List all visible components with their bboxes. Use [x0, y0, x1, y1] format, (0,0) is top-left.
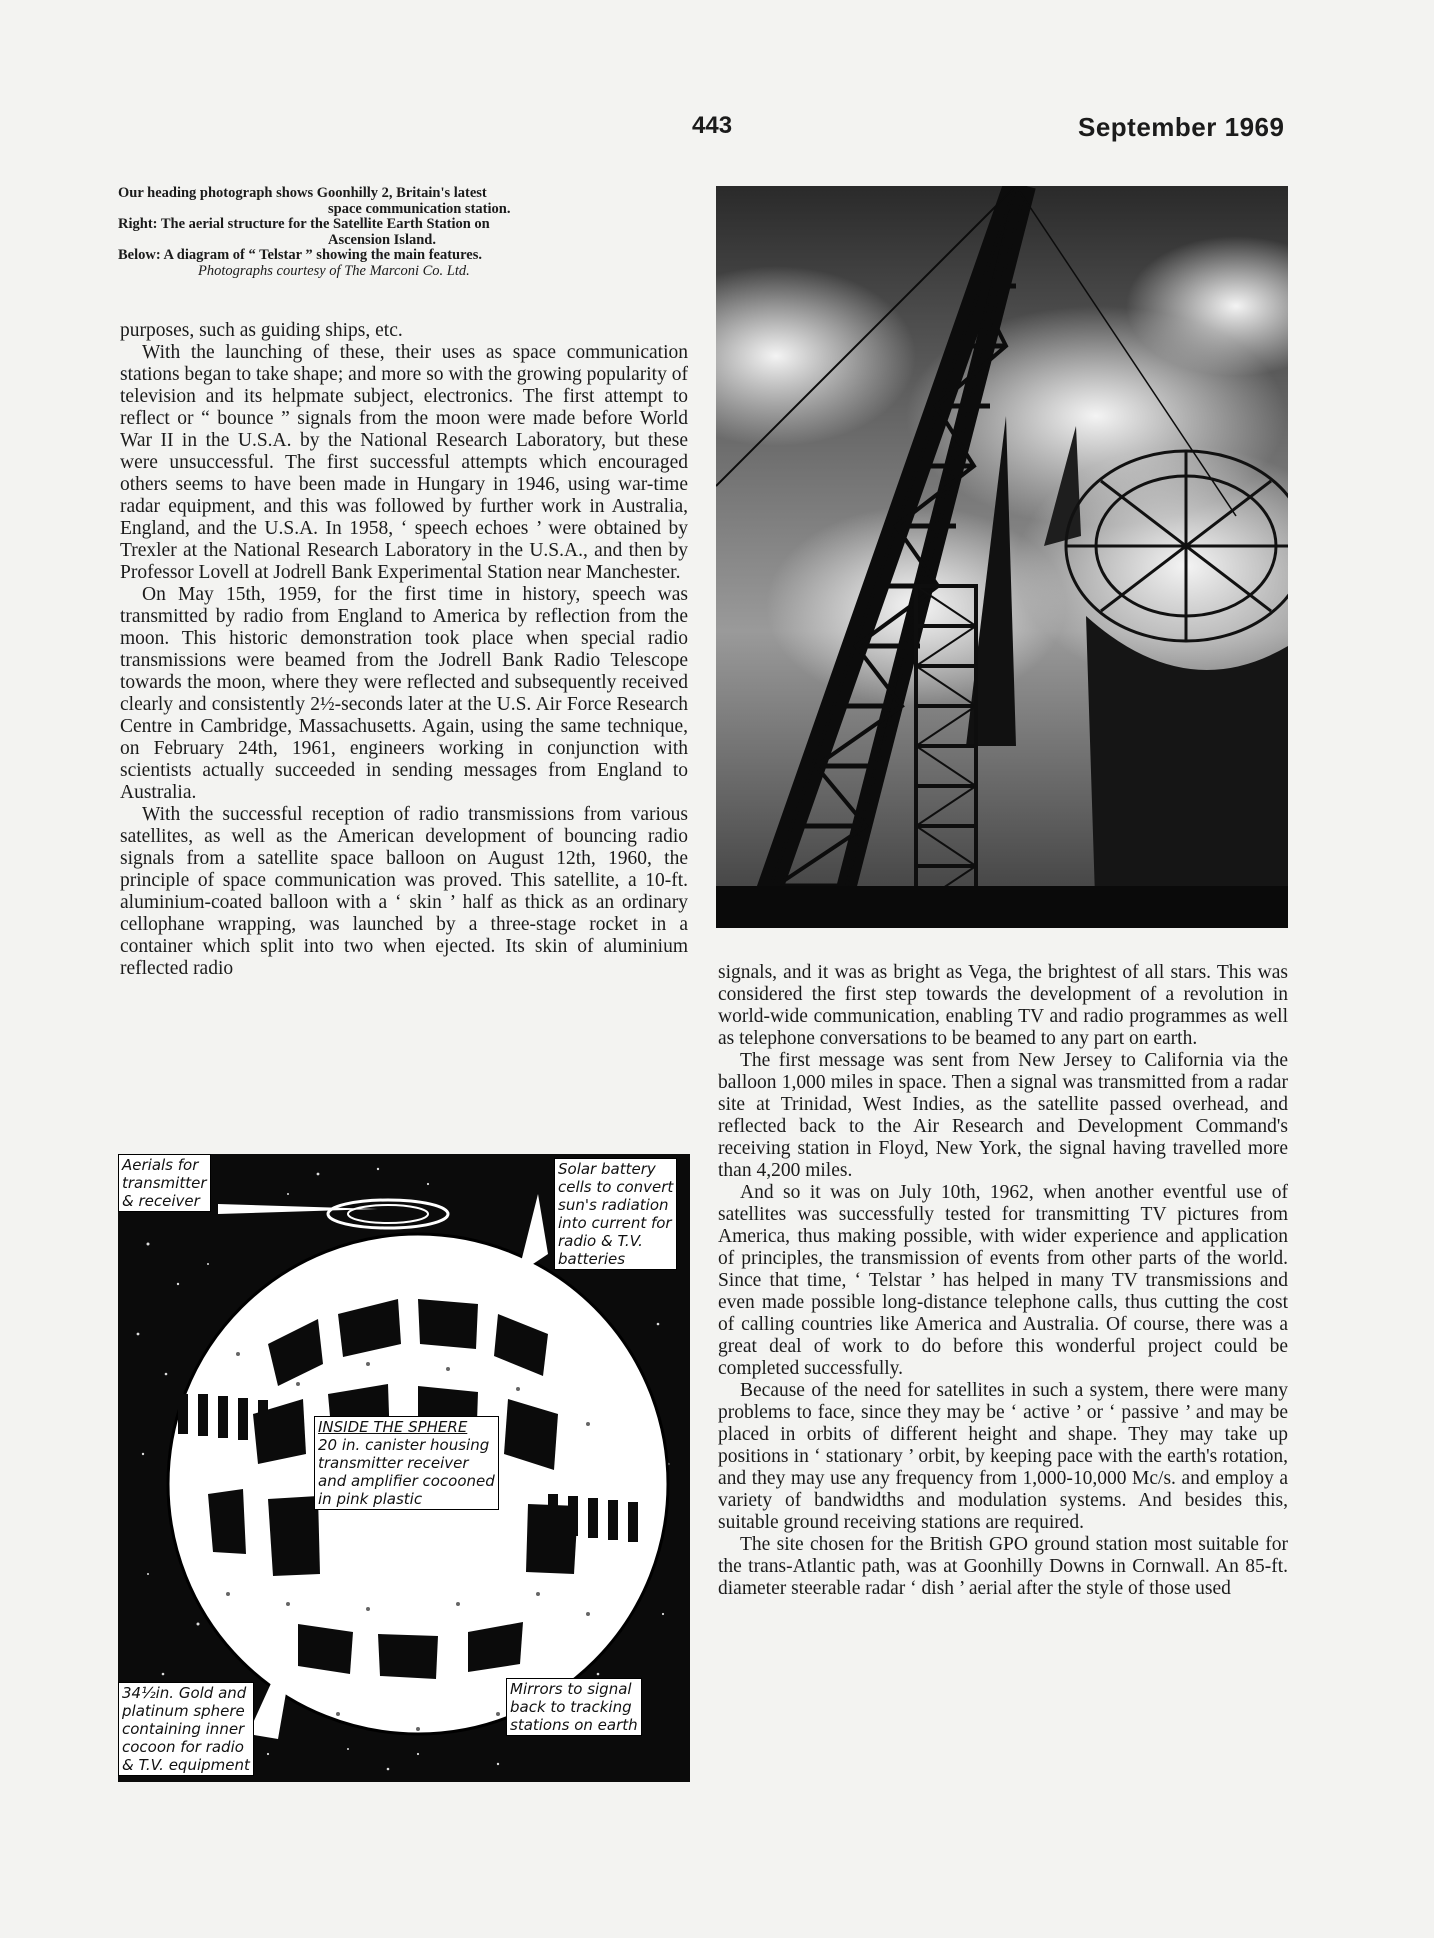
paragraph: Because of the need for satellites in such a system, there were many problems to face, since they may be ‘ active ’ or ‘ passive ’ and may be placed in orbits of different height and shape. They may take up positions in ‘ stationary ’ orbit, by keeping pace with the earth's rotation, and they may use any frequency from 1,000-10,000 Mc/s. and employ a variety of bandwidths and modulation systems. And besides this, suitable ground receiving stations are required. — [718, 1380, 1288, 1533]
issue-date: September 1969 — [1078, 112, 1285, 142]
label-line: INSIDE THE SPHERE — [318, 1418, 468, 1436]
label-line: back to tracking — [510, 1698, 632, 1716]
label-line: batteries — [558, 1250, 626, 1268]
label-line: platinum sphere — [122, 1702, 245, 1720]
telstar-diagram — [118, 1154, 690, 1782]
label-line: & receiver — [122, 1192, 200, 1210]
label-line: 34½in. Gold and — [122, 1684, 247, 1702]
label-line: into current for — [558, 1214, 672, 1232]
paragraph: signals, and it was as bright as Vega, the brightest of all stars. This was considered the first step towards the development of a revolution in world-wide communication, enabling TV and radio programmes as well as telephone conversations to be beamed to any part on earth. — [718, 962, 1288, 1049]
paragraph: The first message was sent from New Jersey to California via the balloon 1,000 miles in space. Then a signal was transmitted from a radar site at Trinidad, West Indies, as the satellite passed overhead, and reflected back to the Air Research and Development Command's receiving station in Floyd, New York, the signal having travelled more than 4,200 miles. — [718, 1050, 1288, 1181]
aerial-structure-photo — [716, 186, 1288, 928]
label-line: transmitter — [122, 1174, 207, 1192]
label-line: Mirrors to signal — [510, 1680, 632, 1698]
label-line: in pink plastic — [318, 1490, 423, 1508]
label-line: & T.V. equipment — [122, 1756, 250, 1774]
paragraph: The site chosen for the British GPO ground station most suitable for the trans-Atlantic path, was at Goonhilly Downs in Cornwall. An 85-ft. diameter steerable radar ‘ dish ’ aerial after the style of those used — [718, 1534, 1288, 1599]
paragraph: With the successful reception of radio transmissions from various satellites, as well as the American development of bouncing radio signals from a satellite space balloon on August 12th, 1960, the principle of space communication was proved. This satellite, a 10-ft. aluminium-coated balloon with a ‘ skin ’ half as thick as an ordinary cellophane wrapping, was launched by a three-stage rocket in a container which split into two when ejected. Its skin of aluminium reflected radio — [120, 804, 688, 979]
paragraph: On May 15th, 1959, for the first time in history, speech was transmitted by radio from England to America by reflection from the moon. This historic demonstration took place when special radio transmissions were beamed from the Jodrell Bank Radio Telescope towards the moon, where they were reflected and subsequently received clearly and consistently 2½-seconds later at the U.S. Air Force Research Centre in Cambridge, Massachusetts. Again, using the same technique, on February 24th, 1961, engineers working in conjunction with scientists actually succeeded in sending messages from England to Australia. — [120, 584, 688, 803]
label-line: sun's radiation — [558, 1196, 669, 1214]
label-line: radio & T.V. — [558, 1232, 643, 1250]
label-gold-sphere — [118, 1682, 254, 1776]
label-mirrors — [506, 1678, 642, 1736]
label-line: containing inner — [122, 1720, 245, 1738]
label-line: Solar battery — [558, 1160, 656, 1178]
caption-line: space communication station. — [328, 200, 511, 217]
label-line: Aerials for — [122, 1156, 199, 1174]
paragraph: With the launching of these, their uses as space communication stations began to take shape; and more so with the growing popularity of television and its helpmate subject, electronics. The first attempt to reflect or “ bounce ” signals from the moon were made before World War II in the U.S.A. by the National Research Laboratory, but these were unsuccessful. The first successful attempts which encouraged others seems to have been made in Hungary in 1946, using war-time radar equipment, and this was followed by further work in Australia, England, and the U.S.A. In 1958, ‘ speech echoes ’ were obtained by Trexler at the National Research Laboratory in the U.S.A., and then by Professor Lovell at Jodrell Bank Experimental Station near Manchester. — [120, 342, 688, 583]
label-line: 20 in. canister housing — [318, 1436, 490, 1454]
label-solar-cells — [554, 1158, 677, 1270]
caption-line: Ascension Island. — [328, 231, 436, 248]
label-inside-sphere — [314, 1416, 499, 1510]
article-column-right — [718, 962, 1288, 1600]
label-line: cells to convert — [558, 1178, 674, 1196]
label-line: cocoon for radio — [122, 1738, 244, 1756]
label-line: transmitter receiver — [318, 1454, 469, 1472]
label-line: stations on earth — [510, 1716, 638, 1734]
caption-line: Right: The aerial structure for the Satellite Earth Station on — [118, 216, 490, 233]
article-column-left — [120, 320, 688, 980]
photo-illustration — [716, 186, 1288, 928]
page-number: 443 — [692, 112, 733, 139]
paragraph: And so it was on July 10th, 1962, when another eventful use of satellites was successfully tested for transmitting TV pictures from America, thus making possible, with wider experience and application of principles, the transmission of events from other parts of the world. Since that time, ‘ Telstar ’ has helped in many TV transmissions and even made possible long-distance telephone calls, thus cutting the cost of calling countries like America and Australia. Of course, there was a great deal of work to do before this wonderful project could be completed successfully. — [718, 1182, 1288, 1379]
photo-credit: Photographs courtesy of The Marconi Co. Ltd. — [198, 262, 470, 279]
caption-line: Our heading photograph shows Goonhilly 2, Britain's latest — [118, 185, 487, 201]
photo-caption — [118, 186, 688, 280]
caption-line: Below: A diagram of “ Telstar ” showing the main features. — [118, 247, 482, 264]
label-line: and amplifier cocooned — [318, 1472, 495, 1490]
label-aerials — [118, 1154, 211, 1212]
paragraph: purposes, such as guiding ships, etc. — [120, 320, 403, 341]
